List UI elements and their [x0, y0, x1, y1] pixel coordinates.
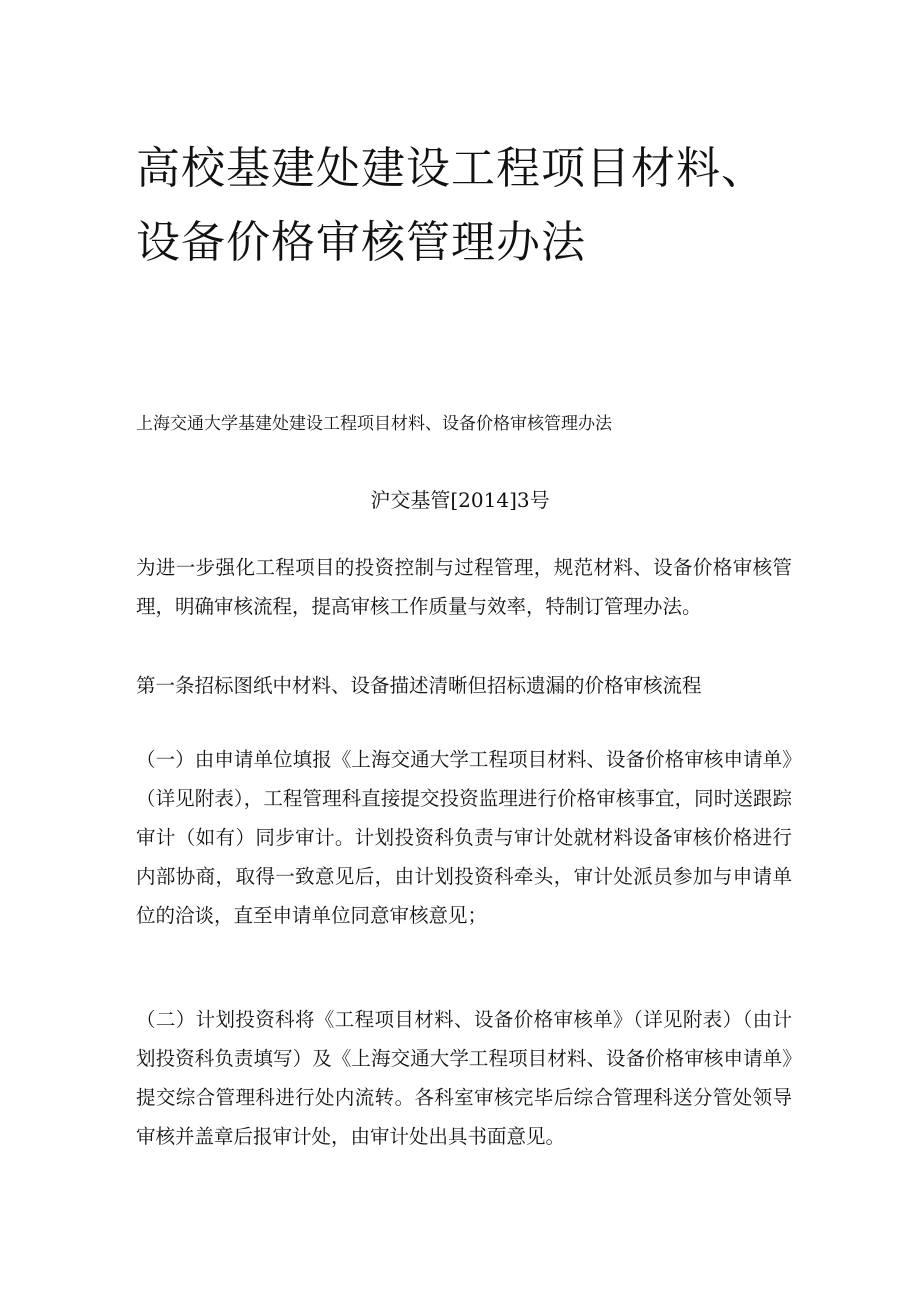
document-title: 高校基建处建设工程项目材料、设备价格审核管理办法: [136, 143, 766, 268]
paragraph-intro: 为进一步强化工程项目的投资控制与过程管理，规范材料、设备价格审核管理，明确审核流程，提高审核工作质量与效率，特制订管理办法。: [136, 556, 792, 618]
paragraph-article-1-heading: 第一条招标图纸中材料、设备描述清晰但招标遗漏的价格审核流程: [136, 674, 702, 697]
document-number: 沪交基管[2014]3号: [370, 488, 550, 512]
paragraph-item-2: （二）计划投资科将《工程项目材料、设备价格审核单》（详见附表）（由计划投资科负责填写）及《上海交通大学工程项目材料、设备价格审核申请单》提交综合管理科进行处内流转。各科室审核完毕后综合管理科送分管处领导审核并盖章后报审计处，由审计处出具书面意见。: [136, 1008, 792, 1148]
paragraph-item-1: （一）由申请单位填报《上海交通大学工程项目材料、设备价格审核申请单》（详见附表），工程管理科直接提交投资监理进行价格审核事宜，同时送跟踪审计（如有）同步审计。计划投资科负责与审计处就材料设备审核价格进行内部协商，取得一致意见后，由计划投资科牵头，审计处派员参加与申请单位的洽谈，直至申请单位同意审核意见；: [136, 748, 792, 927]
document-subtitle: 上海交通大学基建处建设工程项目材料、设备价格审核管理办法: [136, 414, 612, 434]
